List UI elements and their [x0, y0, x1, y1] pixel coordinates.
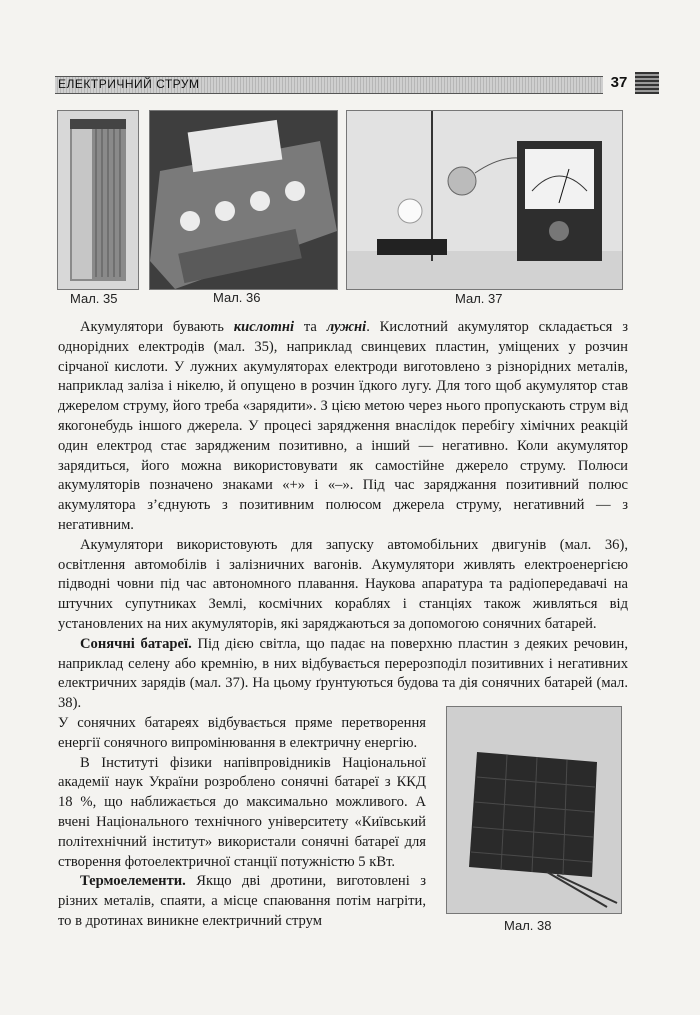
figure-35-caption: Мал. 35 [70, 291, 118, 306]
paragraph-thermoelements [58, 872, 426, 931]
text-run: . Кислотний акумулятор складається з однорідних електродів (мал. 35), наприклад свинцевих пластин, уміщених у розчин сірчаної кислоти. У лужних акумуляторах електроди виготовлено з різнорідних металів, наприклад заліза і нікелю, й опущено в розчин їдкого лугу. Для того щоб акумулятор став джерелом струму, його треба «зарядити». З цією метою через нього пропускають струм від якогонебудь іншого джерела. У процесі зарядження внаслідок перебігу хімічних реакцій один електрод стає зарядженим позитивно, а інший — негативно. Коли акумулятор зарядиться, його можна використовувати як самостійне джерело струму. Полюси акумуляторів позначено знаками «+» і «–». Під час заряджання позитивний полюс акумулятора з’єднують з позитивним полюсом джерела струму, негативний — з негативним. [58, 319, 628, 533]
chapter-title: ЕЛЕКТРИЧНИЙ СТРУМ [58, 77, 200, 91]
term-alkaline: лужні [326, 319, 367, 335]
body-text [58, 318, 628, 932]
text-run: та [294, 319, 327, 335]
battery-cell-illustration [58, 111, 138, 289]
header-tab-decoration [635, 72, 659, 94]
paragraph-institute: В Інституті фізики напівпровідників Національної академії наук України розроблено сонячні батареї з ККД 18 %, що наближається до максимально можливого. А вчені Національного технічного університету «Київський політехнічний інститут» використали сонячні батареї для створення фотоелектричної станції потужністю 5 кВт. [58, 754, 426, 870]
car-battery-illustration [150, 111, 337, 289]
text-run: Акумулятори бувають [80, 319, 234, 335]
paragraph-solar-conversion: У сонячних батареях відбувається пряме перетворення енергії сонячного випромінювання в електричну енергію. [58, 714, 426, 751]
figure-35-photo [57, 110, 139, 290]
paragraph-accumulators [58, 318, 628, 536]
running-header [55, 72, 655, 96]
paragraph-accumulator-uses: Акумулятори використовують для запуску автомобільних двигунів (мал. 36), освітлення автомобілів і залізничних вагонів. Акумулятори живлять електроенергією підводні човни під час автономного плавання. Наукова апаратура та радіопередавачі на штучних супутниках Землі, космічних кораблях і станціях також живляться від установлених на них акумуляторів, які заряджаються за допомогою сонячних батарей. [58, 536, 628, 632]
heading-thermoelements: Термоелементи. [80, 873, 186, 890]
figure-37-caption: Мал. 37 [455, 291, 503, 306]
figure-38-caption: Мал. 38 [504, 918, 552, 933]
term-acid: кислотні [233, 319, 295, 335]
figure-36-caption: Мал. 36 [213, 290, 261, 305]
photocell-experiment-illustration [347, 111, 622, 289]
figure-37-photo [346, 110, 623, 290]
page-number: 37 [610, 74, 628, 91]
text-run: Якщо дві дротини, виготовлені з різних металів, спаяти, а місце спаювання потім нагріти, то в дротинах виникне електричний струм [58, 873, 426, 929]
figure-36-photo [149, 110, 338, 290]
heading-solar-batteries: Сонячні батареї. [80, 635, 192, 652]
text-run: Під дією світла, що падає на поверхню пластин з деяких речовин, наприклад селену або кремнію, в них відбувається перерозподіл позитивних і негативних електричних зарядів (мал. 37). На цьому ґрунтуються будова та дія сонячних батарей (мал. 38). [58, 635, 628, 712]
paragraph-solar-batteries [58, 635, 628, 714]
